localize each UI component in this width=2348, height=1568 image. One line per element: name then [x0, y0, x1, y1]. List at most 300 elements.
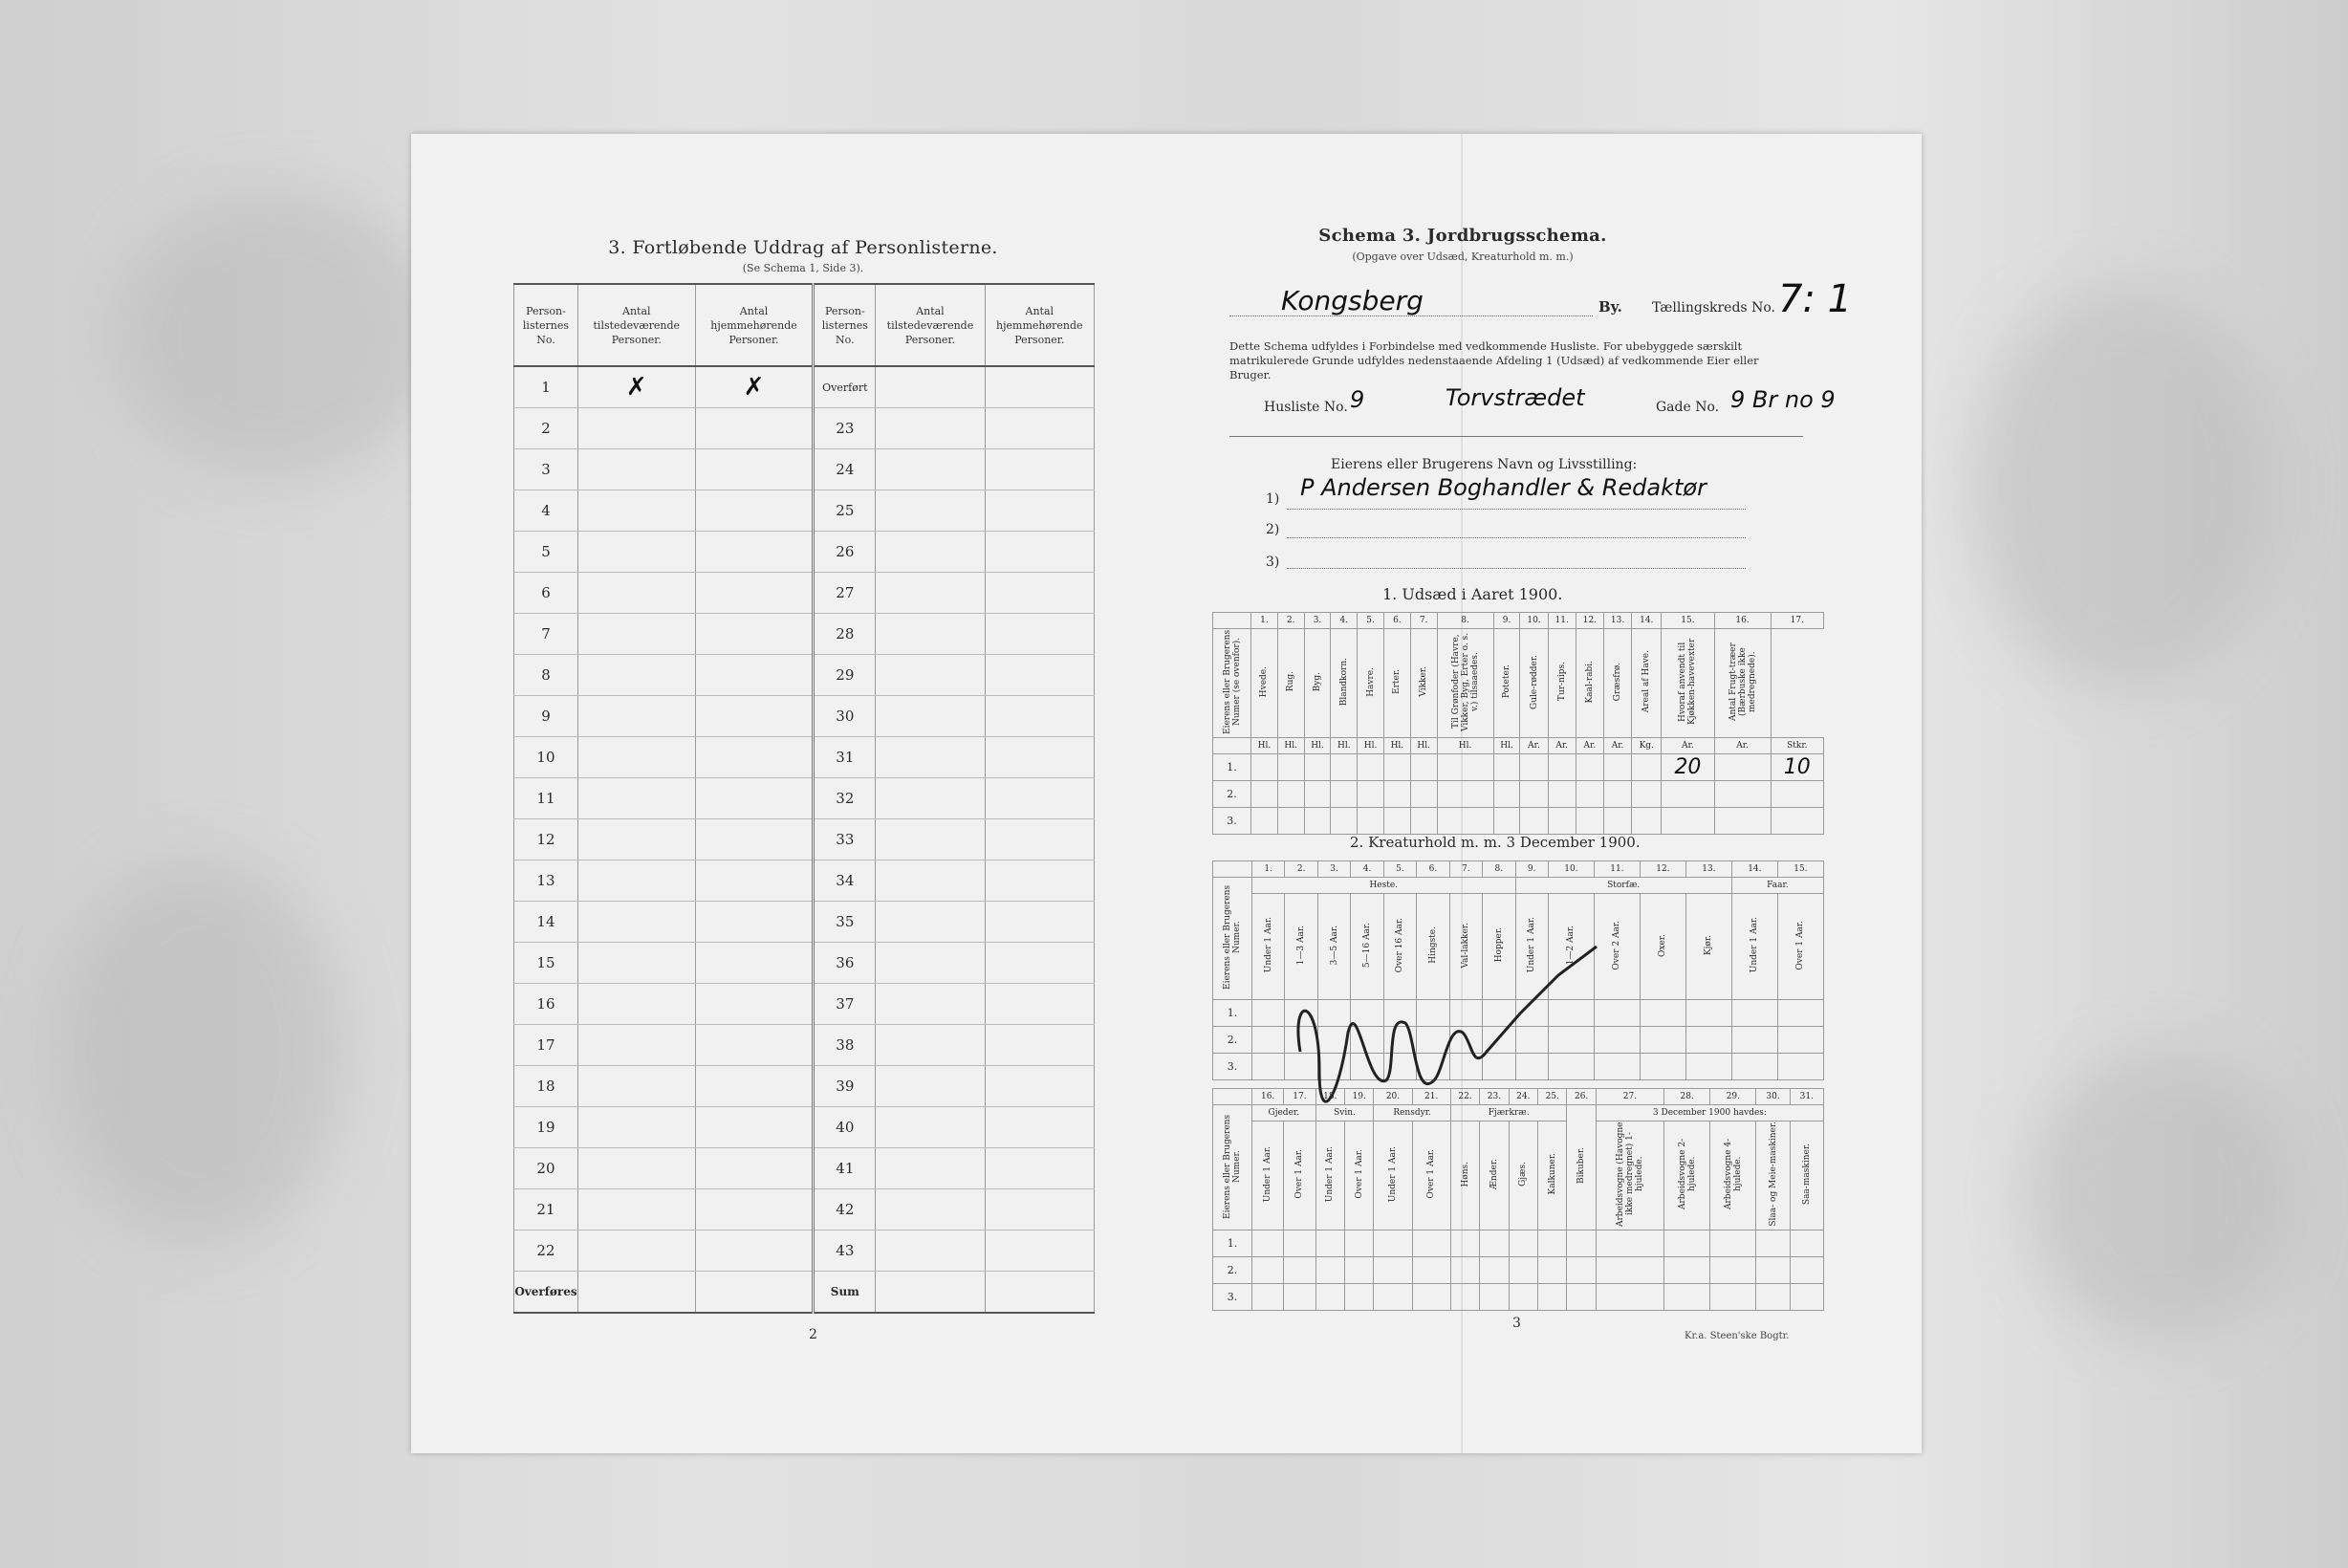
column-header — [1685, 894, 1731, 1000]
column-header-text: Poteter. — [1502, 664, 1512, 699]
table-row — [514, 1025, 1095, 1066]
udsaed-table — [1212, 612, 1824, 835]
row-number: 2 — [514, 408, 578, 449]
row-number-2: 29 — [814, 655, 876, 696]
present-count — [577, 902, 695, 943]
table-row — [514, 1107, 1095, 1148]
row-number: 20 — [514, 1148, 578, 1189]
present-count — [577, 614, 695, 655]
s3-bikuber-header: Bikuber. — [1576, 1147, 1587, 1185]
col-num: 9. — [1515, 861, 1548, 878]
row-number: 21 — [514, 1189, 578, 1230]
column-header — [1383, 629, 1410, 738]
column-header — [1304, 629, 1331, 738]
present-count-2 — [876, 1107, 985, 1148]
column-header-text: 1—2 Aar. — [1566, 925, 1576, 966]
column-header — [1251, 629, 1278, 738]
present-count-2 — [876, 819, 985, 860]
present-count — [577, 737, 695, 778]
table-row — [514, 902, 1095, 943]
col-num: 28. — [1664, 1089, 1710, 1105]
row-number-2: 27 — [814, 573, 876, 614]
col-num: 3. — [1317, 861, 1350, 878]
table-row — [514, 449, 1095, 490]
sum-label: Sum — [814, 1272, 876, 1314]
table-row — [514, 819, 1095, 860]
column-header — [1640, 894, 1685, 1000]
column-header — [1450, 1122, 1479, 1230]
column-header-text: Under 1 Aar. — [1263, 1145, 1273, 1203]
col-num: 26. — [1567, 1089, 1596, 1105]
resident-count-2 — [985, 778, 1094, 819]
row-number: 6 — [514, 573, 578, 614]
resident-count — [695, 860, 814, 902]
owner-line-1-label: 1) — [1266, 491, 1280, 507]
present-count-2 — [876, 737, 985, 778]
table-row — [514, 1230, 1095, 1272]
col-num: 19. — [1345, 1089, 1374, 1105]
cell — [1410, 808, 1437, 835]
column-header — [1756, 1122, 1790, 1230]
right-page-subtitle: (Opgave over Udsæd, Kreaturhold m. m.) — [1352, 250, 1574, 263]
row-number: 10 — [514, 737, 578, 778]
row-number-2: Overført — [814, 366, 876, 408]
unit-label: Ar. — [1576, 738, 1603, 754]
column-header-text: Under 1 Aar. — [1325, 1145, 1336, 1203]
present-count — [577, 408, 695, 449]
column-header — [1252, 894, 1285, 1000]
column-header — [1412, 1122, 1450, 1230]
cell — [1345, 1257, 1374, 1284]
table-row — [514, 984, 1095, 1025]
unit-label: Ar. — [1714, 738, 1771, 754]
row-number: 13 — [514, 860, 578, 902]
cell — [1358, 754, 1384, 781]
cell — [1576, 754, 1603, 781]
cell — [1685, 1000, 1731, 1027]
column-header-text: Under 1 Aar. — [1263, 917, 1273, 973]
cell — [1304, 808, 1331, 835]
row-number: 15 — [514, 943, 578, 984]
present-count — [577, 573, 695, 614]
present-count — [577, 655, 695, 696]
present-count — [577, 532, 695, 573]
row-number-2: 38 — [814, 1025, 876, 1066]
resident-count-2 — [985, 655, 1094, 696]
column-header-text: Arbeidsvogne 4-hjulede. — [1723, 1138, 1743, 1210]
owner-label: Eierens eller Brugerens Navn og Livsstilling: — [1331, 457, 1638, 472]
cell — [1710, 1284, 1756, 1311]
column-header-text: Høns. — [1460, 1161, 1470, 1187]
col-num: 8. — [1483, 861, 1515, 878]
cell — [1771, 808, 1823, 835]
resident-count: ✗ — [695, 366, 814, 408]
cell — [1412, 1284, 1450, 1311]
present-count-2 — [876, 1066, 985, 1107]
col-num: 2. — [1277, 613, 1304, 629]
cell — [1345, 1284, 1374, 1311]
row-number: 1 — [514, 366, 578, 408]
row-number-2: 23 — [814, 408, 876, 449]
cell — [1596, 1284, 1663, 1311]
table-row — [514, 1148, 1095, 1189]
row-number-2: 28 — [814, 614, 876, 655]
row-number: 14 — [514, 902, 578, 943]
header-person-no-2: Person- listernes No. — [814, 284, 876, 366]
resident-count — [695, 655, 814, 696]
row-number: 7 — [514, 614, 578, 655]
cell — [1662, 781, 1714, 808]
cell — [1383, 781, 1410, 808]
col-num: 11. — [1548, 613, 1576, 629]
group-storfae: Storfæ. — [1515, 878, 1731, 894]
unit-label: Ar. — [1548, 738, 1576, 754]
unit-label: Ar. — [1662, 738, 1714, 754]
cell — [1567, 1257, 1596, 1284]
col-num: 12. — [1576, 613, 1603, 629]
unit-label: Kg. — [1632, 738, 1662, 754]
column-header-text: 3—5 Aar. — [1329, 925, 1339, 966]
row-number-2: 26 — [814, 532, 876, 573]
cell — [1304, 781, 1331, 808]
cell — [1277, 781, 1304, 808]
resident-count-2 — [985, 1148, 1094, 1189]
cell — [1685, 1054, 1731, 1080]
header-resident-2: Antal hjemmehørende Personer. — [985, 284, 1094, 366]
present-count — [577, 778, 695, 819]
resident-count-2 — [985, 943, 1094, 984]
col-num: 5. — [1358, 613, 1384, 629]
cell — [1756, 1230, 1790, 1257]
resident-count-2 — [985, 449, 1094, 490]
col-num: 4. — [1351, 861, 1383, 878]
resident-count-2 — [985, 1025, 1094, 1066]
present-count — [577, 1107, 695, 1148]
col-num: 2. — [1285, 861, 1317, 878]
column-header-text: Antal Frugt-træer (Bærbuske ikke medregnede). — [1728, 642, 1757, 721]
resident-count — [695, 696, 814, 737]
row-label: 2. — [1213, 781, 1251, 808]
column-header-text: Over 1 Aar. — [1354, 1149, 1364, 1199]
by-label: By. — [1598, 298, 1622, 316]
cell — [1520, 808, 1548, 835]
col-num: 7. — [1449, 861, 1482, 878]
cell — [1437, 808, 1493, 835]
present-count — [577, 943, 695, 984]
cell — [1480, 1230, 1509, 1257]
cell — [1252, 1284, 1284, 1311]
cell — [1664, 1257, 1710, 1284]
cell — [1567, 1284, 1596, 1311]
col-num: 10. — [1548, 861, 1594, 878]
resident-count — [695, 1025, 814, 1066]
footer-row — [514, 1272, 1095, 1314]
resident-count-2 — [985, 1230, 1094, 1272]
col-num — [1213, 613, 1251, 629]
cell — [1771, 781, 1823, 808]
col-num: 4. — [1331, 613, 1358, 629]
unit-label: Hl. — [1304, 738, 1331, 754]
present-count-2 — [876, 860, 985, 902]
col-num: 17. — [1771, 613, 1823, 629]
column-header-text: Vikker. — [1419, 666, 1429, 697]
column-header — [1284, 1122, 1315, 1230]
section2-title: 2. Kreaturhold m. m. 3 December 1900. — [1350, 834, 1641, 851]
column-header-text: Kaal-rabi. — [1584, 660, 1595, 704]
row-number-2: 32 — [814, 778, 876, 819]
resident-count-2 — [985, 408, 1094, 449]
table-row — [1213, 1230, 1824, 1257]
column-header-text: Græsfrø. — [1613, 662, 1623, 702]
resident-count-2 — [985, 696, 1094, 737]
column-header — [1437, 629, 1493, 738]
left-page-number: 2 — [809, 1327, 817, 1342]
row-number: 18 — [514, 1066, 578, 1107]
table-row — [514, 614, 1095, 655]
owner1-handwritten: P Andersen Boghandler & Redaktør — [1300, 474, 1707, 501]
cell — [1315, 1284, 1344, 1311]
group-gjeder: Gjeder. — [1252, 1105, 1316, 1122]
row-number-2: 30 — [814, 696, 876, 737]
present-count — [577, 819, 695, 860]
cell — [1790, 1284, 1823, 1311]
column-header-text: Eierens eller Brugerens Numer (se ovenfor). — [1222, 629, 1242, 734]
cell — [1331, 754, 1358, 781]
col-num: 30. — [1756, 1089, 1790, 1105]
column-header-text: Arbeidsvogne (Havogne ikke medregnet) 1-hjulede. — [1615, 1122, 1644, 1227]
column-header — [1410, 629, 1437, 738]
blank — [695, 1272, 814, 1314]
unit-label: Stkr. — [1771, 738, 1823, 754]
cell — [1509, 1284, 1537, 1311]
overfores-label: Overføres — [514, 1272, 578, 1314]
unit-label: Hl. — [1331, 738, 1358, 754]
cell — [1664, 1230, 1710, 1257]
cell — [1731, 1000, 1777, 1027]
resident-count-2 — [985, 614, 1094, 655]
cell — [1777, 1000, 1823, 1027]
unit-label: Hl. — [1410, 738, 1437, 754]
cell — [1509, 1230, 1537, 1257]
row-label: 2. — [1213, 1257, 1252, 1284]
cell — [1714, 781, 1771, 808]
column-header — [1315, 1122, 1344, 1230]
cell — [1450, 1257, 1479, 1284]
col-num: 12. — [1640, 861, 1685, 878]
column-header-text: Kalkuner. — [1547, 1153, 1557, 1195]
resident-count — [695, 449, 814, 490]
row-number-2: 41 — [814, 1148, 876, 1189]
row-number-2: 43 — [814, 1230, 876, 1272]
resident-count — [695, 1230, 814, 1272]
present-count-2 — [876, 366, 985, 408]
row-number: 8 — [514, 655, 578, 696]
column-header — [1731, 894, 1777, 1000]
row-number-2: 33 — [814, 819, 876, 860]
table-row — [514, 860, 1095, 902]
right-page-number: 3 — [1512, 1316, 1521, 1331]
cell — [1358, 808, 1384, 835]
cell — [1252, 1257, 1284, 1284]
unit-label: Ar. — [1603, 738, 1631, 754]
column-header — [1252, 1122, 1284, 1230]
row-label: 3. — [1213, 1054, 1252, 1080]
present-count: ✗ — [577, 366, 695, 408]
present-count — [577, 1025, 695, 1066]
cell — [1596, 1230, 1663, 1257]
husliste-label: Husliste No. — [1264, 400, 1348, 415]
cell — [1790, 1257, 1823, 1284]
col-num: 3. — [1304, 613, 1331, 629]
cell — [1520, 754, 1548, 781]
resident-count — [695, 902, 814, 943]
col-num: 6. — [1383, 613, 1410, 629]
present-count — [577, 490, 695, 532]
present-count-2 — [876, 449, 985, 490]
col-num: 10. — [1520, 613, 1548, 629]
col-num — [1213, 861, 1252, 878]
col-num: 23. — [1480, 1089, 1509, 1105]
col-num: 6. — [1417, 861, 1449, 878]
cell — [1331, 781, 1358, 808]
column-header — [1480, 1122, 1509, 1230]
cell — [1251, 808, 1278, 835]
s2-owner-header: Eierens eller Brugerens Numer. — [1223, 884, 1242, 990]
resident-count — [695, 819, 814, 860]
column-header-text: Rug. — [1286, 671, 1296, 692]
column-header — [1664, 1122, 1710, 1230]
column-header-text: Saa-maskiner. — [1801, 1143, 1812, 1206]
cell — [1383, 808, 1410, 835]
present-count-2 — [876, 1025, 985, 1066]
resident-count — [695, 532, 814, 573]
cell — [1632, 808, 1662, 835]
column-header-text: 1—3 Aar. — [1296, 925, 1307, 966]
owner-line-2-label: 2) — [1266, 522, 1280, 537]
row-number-2: 42 — [814, 1189, 876, 1230]
row-number-2: 24 — [814, 449, 876, 490]
column-header-text: 5—16 Aar. — [1362, 922, 1373, 969]
column-header — [1538, 1122, 1567, 1230]
cell — [1756, 1257, 1790, 1284]
column-header-text: Under 1 Aar. — [1750, 917, 1760, 973]
present-count — [577, 449, 695, 490]
unit-label — [1213, 738, 1251, 754]
cell — [1252, 1027, 1285, 1054]
column-header-text: Areal af Have. — [1641, 650, 1652, 713]
cell — [1304, 754, 1331, 781]
column-header-text: Over 16 Aar. — [1395, 917, 1405, 973]
fruit-tree-value: 10 — [1771, 754, 1823, 781]
cell — [1567, 1230, 1596, 1257]
column-header — [1576, 629, 1603, 738]
cell — [1731, 1027, 1777, 1054]
cell — [1596, 1257, 1663, 1284]
column-header — [1374, 1122, 1412, 1230]
row-number: 9 — [514, 696, 578, 737]
resident-count-2 — [985, 737, 1094, 778]
resident-count-2 — [985, 1107, 1094, 1148]
s3-owner-header: Eierens eller Brugerens Numer. — [1223, 1113, 1242, 1219]
col-num: 11. — [1594, 861, 1640, 878]
cell — [1374, 1230, 1412, 1257]
row-number: 5 — [514, 532, 578, 573]
group-svin: Svin. — [1315, 1105, 1374, 1122]
unit-label: Ar. — [1520, 738, 1548, 754]
column-header — [1548, 629, 1576, 738]
column-header-text: Over 1 Aar. — [1795, 920, 1806, 970]
cell — [1538, 1257, 1567, 1284]
unit-label: Hl. — [1277, 738, 1304, 754]
cell — [1603, 781, 1631, 808]
present-count-2 — [876, 490, 985, 532]
column-header — [1632, 629, 1662, 738]
row-label: 1. — [1213, 1000, 1252, 1027]
table-row — [1213, 781, 1824, 808]
column-header-text: Under 1 Aar. — [1527, 917, 1537, 973]
cell — [1277, 754, 1304, 781]
col-num: 16. — [1252, 1089, 1284, 1105]
group-heste: Heste. — [1252, 878, 1516, 894]
cell — [1731, 1054, 1777, 1080]
street-handwritten: Torvstrædet — [1446, 384, 1585, 411]
cell — [1252, 1230, 1284, 1257]
col-num: 14. — [1731, 861, 1777, 878]
resident-count-2 — [985, 1066, 1094, 1107]
column-header-text: Slaa- og Meie-maskiner. — [1768, 1122, 1778, 1227]
row-label: 1. — [1213, 754, 1251, 781]
cell — [1252, 1054, 1285, 1080]
group-december: 3 December 1900 havdes: — [1596, 1105, 1823, 1122]
resident-count — [695, 408, 814, 449]
cell — [1450, 1284, 1479, 1311]
column-header-text: Hvoraf anvendt til Kjøkken-havevexter — [1678, 638, 1698, 726]
column-header — [1358, 629, 1384, 738]
column-header — [1710, 1122, 1756, 1230]
col-num: 8. — [1437, 613, 1493, 629]
column-header-text: Hingste. — [1427, 926, 1438, 964]
cell — [1603, 808, 1631, 835]
cell — [1664, 1284, 1710, 1311]
cell — [1632, 754, 1662, 781]
row-number-2: 39 — [814, 1066, 876, 1107]
col-num: 14. — [1632, 613, 1662, 629]
table-row — [514, 1189, 1095, 1230]
column-header-text: Arbeidsvogne 2-hjulede. — [1677, 1138, 1697, 1210]
cell — [1710, 1257, 1756, 1284]
instructions-text: Dette Schema udfyldes i Forbindelse med vedkommende Husliste. For ubebyggede særskilt matrikulerede Grunde udfyldes nedenstaaende Afdeling 1 (Udsæd) af vedkommende Eier eller Bruger. — [1229, 339, 1759, 381]
col-num: 29. — [1710, 1089, 1756, 1105]
row-number: 12 — [514, 819, 578, 860]
resident-count — [695, 737, 814, 778]
resident-count-2 — [985, 366, 1094, 408]
row-number: 3 — [514, 449, 578, 490]
cell — [1640, 1027, 1685, 1054]
present-count — [577, 1189, 695, 1230]
kreds-handwritten: 7: 1 — [1778, 277, 1853, 321]
row-number: 4 — [514, 490, 578, 532]
table-row — [1213, 808, 1824, 835]
resident-count-2 — [985, 573, 1094, 614]
unit-label: Hl. — [1437, 738, 1493, 754]
cell — [1437, 781, 1493, 808]
cell — [1548, 808, 1576, 835]
cell — [1538, 1284, 1567, 1311]
resident-count — [695, 1189, 814, 1230]
cell — [1252, 1000, 1285, 1027]
row-number-2: 25 — [814, 490, 876, 532]
col-num: 16. — [1714, 613, 1771, 629]
